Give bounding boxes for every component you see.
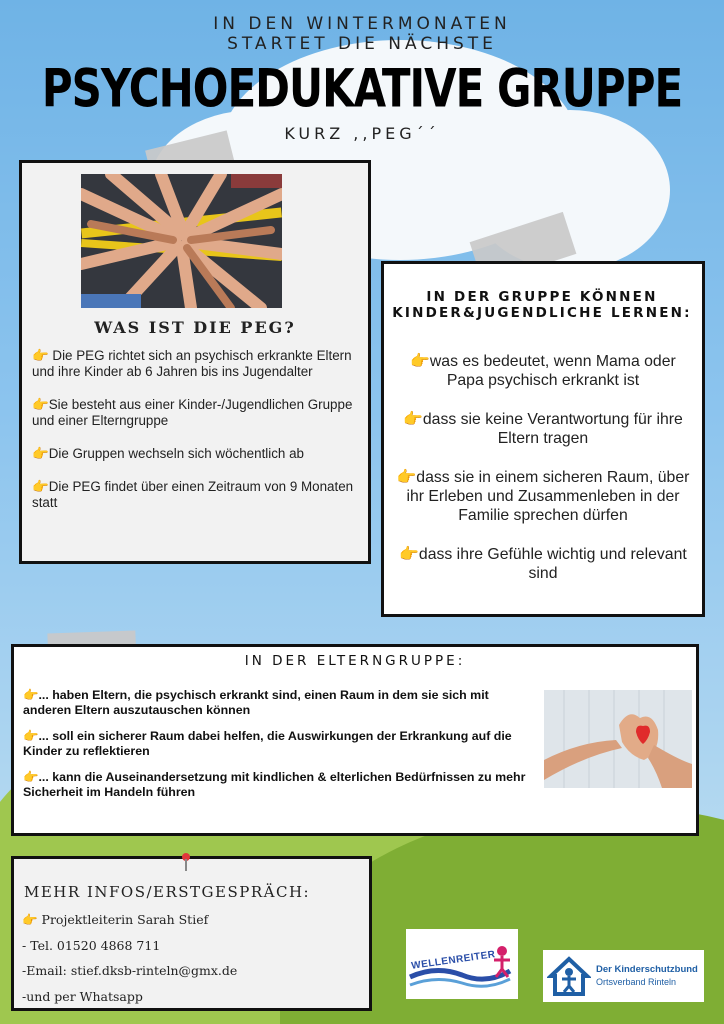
list-item	[32, 397, 360, 429]
heart-hands-illustration	[544, 690, 692, 788]
contact-box	[11, 856, 372, 1011]
eltern-list	[23, 688, 528, 811]
list-item	[32, 348, 360, 380]
pointing-hand-icon: 👉	[32, 446, 49, 461]
pointing-hand-icon: 👉	[410, 353, 430, 370]
list-item-text: dass sie keine Verantwortung für ihre Eltern tragen	[422, 411, 683, 447]
pointing-hand-icon: 👉	[32, 479, 49, 494]
contact-text: Projektleiterin Sarah Stief	[41, 912, 209, 927]
page-subtitle: KURZ ,,PEG´´	[284, 124, 440, 143]
list-item-text: dass ihre Gefühle wichtig und relevant sind	[418, 546, 687, 582]
house-child-icon	[547, 954, 591, 998]
contact-item	[22, 912, 237, 938]
kinder-list	[390, 352, 696, 603]
peg-list	[32, 348, 360, 528]
list-item-text: dass sie in einem sicheren Raum, über ihr Erleben und Zusammenleben in der Familie sprechen dürfen	[406, 469, 690, 524]
pointing-hand-icon: 👉	[23, 770, 39, 784]
pointing-hand-icon: 👉	[23, 729, 39, 743]
pin-needle	[185, 859, 187, 871]
list-item-text: ... soll ein sicherer Raum dabei helfen, die Auswirkungen der Erkrankung auf die Kinder zu reflektieren	[23, 729, 512, 758]
list-item-text: Die Gruppen wechseln sich wöchentlich ab	[48, 446, 304, 461]
list-item-text: Die PEG findet über einen Zeitraum von 9 Monaten statt	[32, 479, 354, 510]
eltern-heading: IN DER ELTERNGRUPPE:	[244, 653, 466, 669]
hands-photo	[81, 174, 282, 308]
wellenreiter-logo	[406, 929, 518, 999]
list-item	[23, 729, 528, 759]
list-item	[23, 770, 528, 800]
hands-illustration	[81, 174, 282, 308]
header-line-1: IN DEN WINTERMONATEN	[213, 14, 511, 34]
kinderschutzbund-name: Der Kinderschutzbund	[596, 964, 698, 975]
contact-list	[22, 912, 237, 1014]
list-item	[32, 479, 360, 511]
list-item	[32, 446, 360, 462]
peg-heading: WAS IST DIE PEG?	[94, 318, 296, 337]
contact-text: - Tel. 01520 4868 711	[22, 937, 161, 953]
pointing-hand-icon: 👉	[23, 688, 39, 702]
pointing-hand-icon: 👉	[32, 397, 49, 412]
page-title: PSYCHOEDUKATIVE GRUPPE	[41, 57, 683, 119]
wellenreiter-text: WELLENREITER	[410, 949, 497, 972]
kinderschutzbund-place: Ortsverband Rinteln	[596, 977, 677, 987]
list-item	[390, 545, 696, 583]
list-item	[23, 688, 528, 718]
header	[0, 14, 724, 143]
list-item	[390, 352, 696, 390]
kinderschutzbund-logo	[543, 950, 704, 1002]
pointing-hand-icon: 👉	[32, 348, 53, 363]
eltern-box	[11, 644, 699, 836]
pointing-hand-icon: 👉	[403, 411, 423, 428]
contact-item	[22, 963, 237, 989]
list-item-text: ... kann die Auseinandersetzung mit kindlichen & elterlichen Bedürfnissen zu mehr Sicherheit im Handeln führen	[23, 770, 526, 799]
heart-hands-photo	[544, 690, 692, 788]
contact-text: -und per Whatsapp	[22, 988, 143, 1004]
pointing-hand-icon: 👉	[396, 469, 417, 486]
kinder-box	[381, 261, 705, 617]
list-item-text: Sie besteht aus einer Kinder-/Jugendlichen Gruppe und einer Elterngruppe	[32, 397, 353, 428]
header-line-2: STARTET DIE NÄCHSTE	[227, 34, 497, 54]
contact-text: -Email: stief.dksb-rinteln@gmx.de	[22, 963, 238, 978]
contact-item	[22, 989, 237, 1015]
kinder-heading: IN DER GRUPPE KÖNNEN KINDER&JUGENDLICHE LERNEN:	[392, 289, 692, 321]
pointing-hand-icon: 👉	[22, 912, 42, 927]
list-item-text: Die PEG richtet sich an psychisch erkrankte Eltern und ihre Kinder ab 6 Jahren bis ins Jugendalter	[32, 348, 352, 379]
peg-info-box	[19, 160, 371, 564]
list-item	[390, 468, 696, 525]
list-item	[390, 410, 696, 448]
contact-item	[22, 938, 237, 964]
pointing-hand-icon: 👉	[399, 546, 419, 563]
list-item-text: was es bedeutet, wenn Mama oder Papa psychisch erkrankt ist	[429, 353, 676, 389]
list-item-text: ... haben Eltern, die psychisch erkrankt sind, einen Raum in dem sie sich mit anderen Eltern auszutauschen können	[23, 688, 489, 717]
contact-heading: MEHR INFOS/ERSTGESPRÄCH:	[24, 883, 311, 901]
